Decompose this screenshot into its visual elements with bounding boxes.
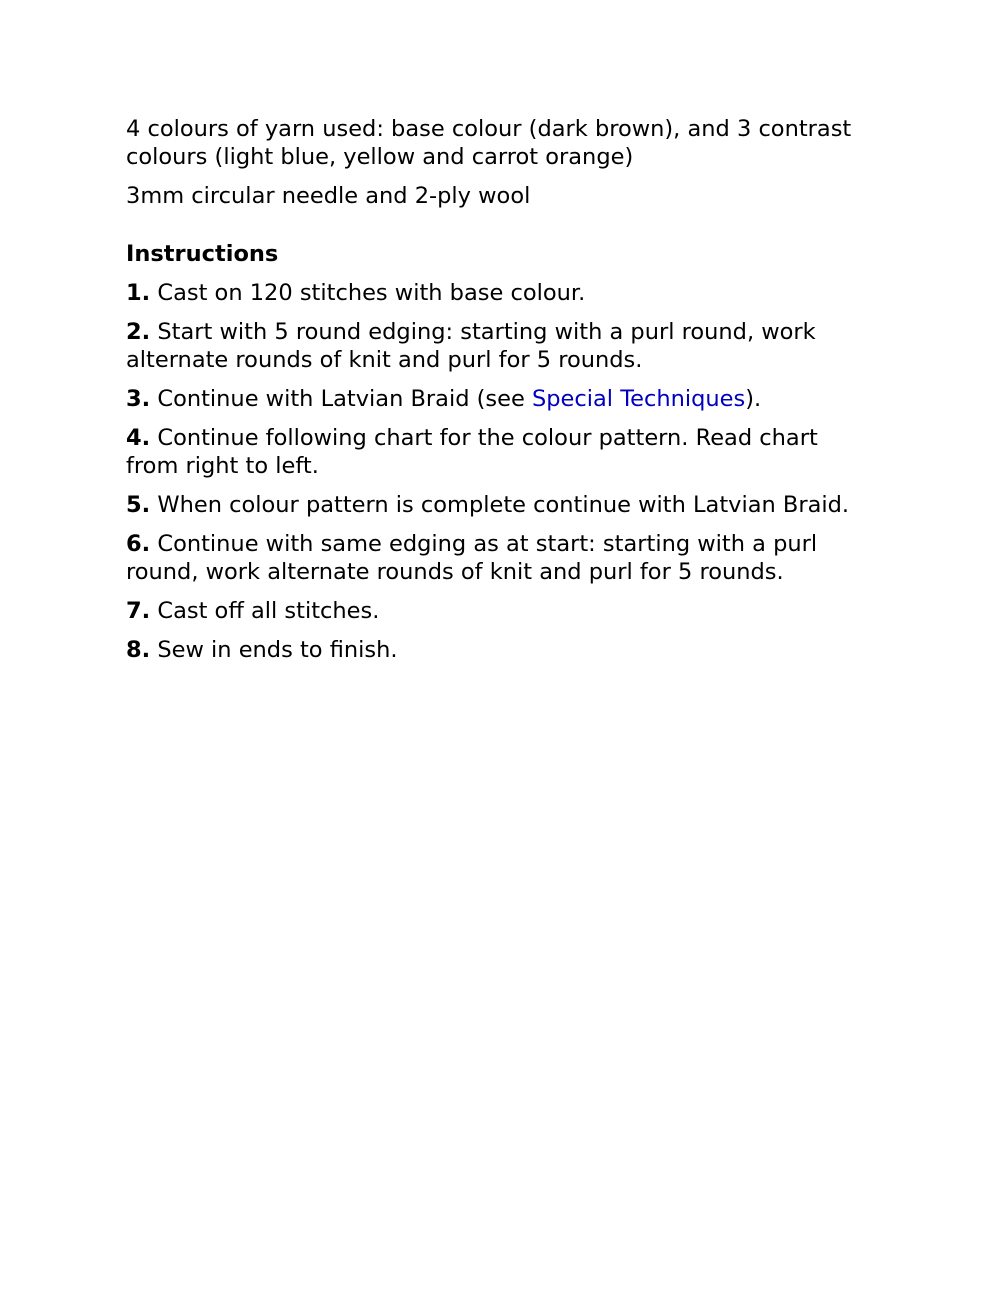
step-number: 3. [126,386,151,412]
step-number: 8. [126,637,151,663]
step-text: Sew in ends to finish. [157,637,398,663]
instruction-step-8 [126,636,866,664]
step-number: 4. [126,425,151,451]
special-techniques-link[interactable]: Special Techniques [531,386,746,412]
step-text: Continue following chart for the colour pattern. Read chart from right to left. [126,425,818,479]
instruction-step-3 [126,385,866,413]
step-number: 1. [126,280,151,306]
instruction-step-5 [126,491,866,519]
materials-needle: 3mm circular needle and 2-ply wool [126,183,531,209]
step-text: When colour pattern is complete continue with Latvian Braid. [157,492,850,518]
step-text: Continue with same edging as at start: starting with a purl round, work alternate rounds of knit and purl for 5 rounds. [126,531,818,585]
step-number: 2. [126,319,151,345]
step-number: 5. [126,492,151,518]
instruction-step-6 [126,530,866,586]
step-number: 6. [126,531,151,557]
step-text-after: ). [745,386,762,412]
instruction-step-1 [126,279,866,307]
document-page [126,115,866,675]
step-text: Start with 5 round edging: starting with a purl round, work alternate rounds of knit and purl for 5 rounds. [126,319,816,373]
instruction-step-7 [126,597,866,625]
step-text: Cast off all stitches. [157,598,380,624]
instruction-step-4 [126,424,866,480]
step-text: Cast on 120 stitches with base colour. [157,280,586,306]
materials-yarn: 4 colours of yarn used: base colour (dark brown), and 3 contrast colours (light blue, yellow and carrot orange) [126,116,852,170]
instructions-heading: Instructions [126,241,279,267]
step-text-before: Continue with Latvian Braid (see [157,386,532,412]
instruction-step-2 [126,318,866,374]
step-number: 7. [126,598,151,624]
